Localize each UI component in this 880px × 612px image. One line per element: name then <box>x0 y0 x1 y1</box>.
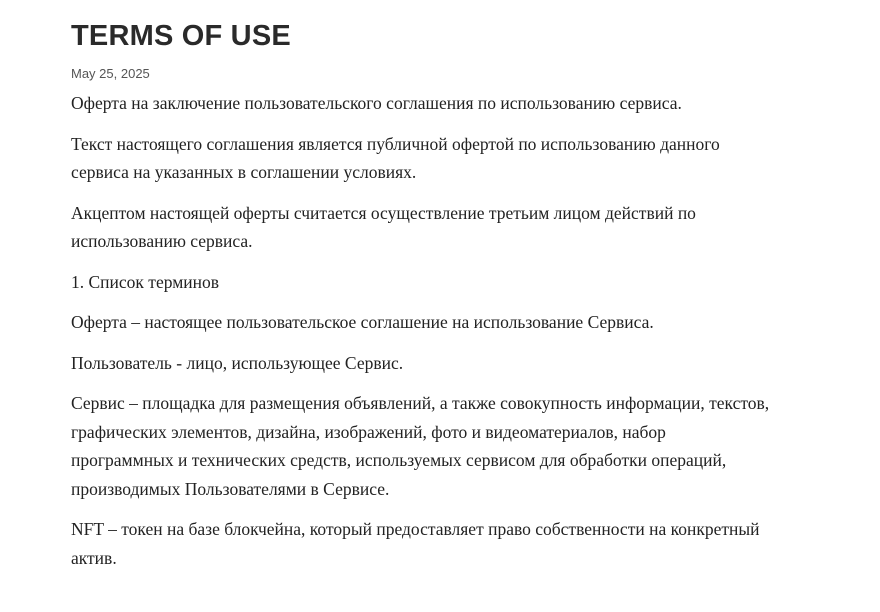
definition-service: Сервис – площадка для размещения объявлений, а также совокупность информации, текстов, графических элементов, дизайна, изображений, фото и видеоматериалов, набор программных и технических средств, используемых сервисом для обработки операций, производимых Пользователями в Сервисе. <box>71 393 770 499</box>
definition-nft: NFT – токен на базе блокчейна, который предоставляет право собственности на конкретный актив. <box>71 519 760 568</box>
public-offer-paragraph: Текст настоящего соглашения является публичной офертой по использованию данного сервиса на указанных в соглашении условиях. <box>71 133 720 182</box>
page-title: TERMS OF USE <box>71 20 291 52</box>
acceptance-paragraph: Акцептом настоящей оферты считается осуществление третьим лицом действий по использованию сервиса. <box>71 202 696 251</box>
definition-user: Пользователь - лицо, использующее Сервис. <box>71 352 404 373</box>
terms-body <box>71 89 771 572</box>
offer-intro-paragraph: Оферта на заключение пользовательского соглашения по использованию сервиса. <box>71 93 682 113</box>
definition-offer: Оферта – настоящее пользовательское соглашение на использование Сервиса. <box>71 312 654 332</box>
section-heading-terms: 1. Список терминов <box>71 271 220 292</box>
publication-date: May 25, 2025 <box>71 66 150 81</box>
